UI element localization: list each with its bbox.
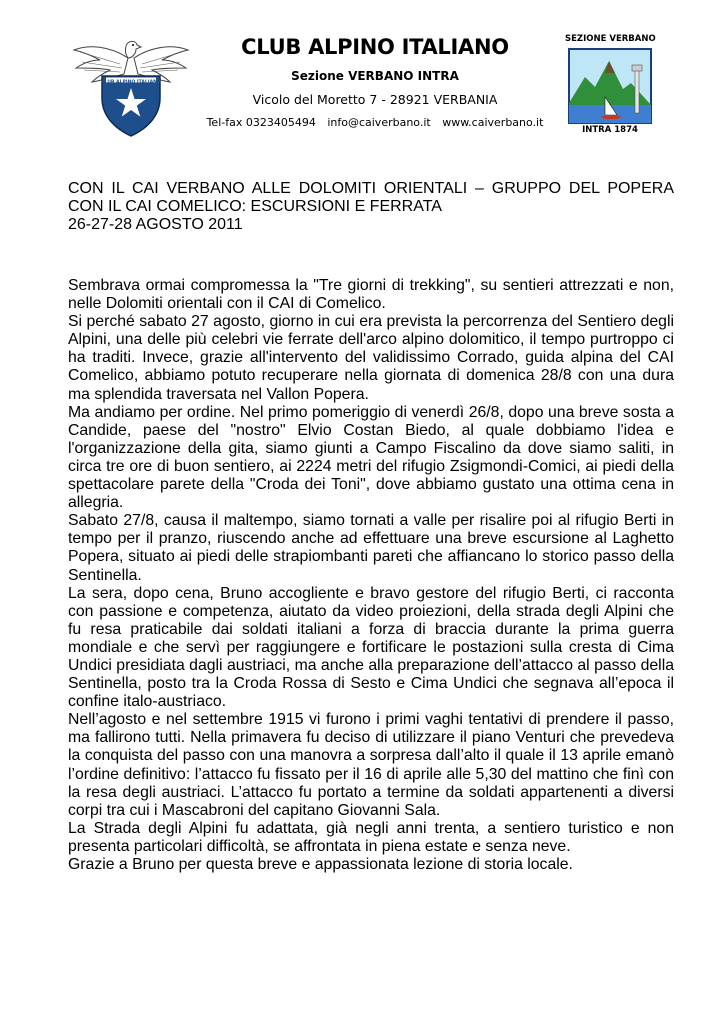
section-name: Sezione VERBANO INTRA xyxy=(291,69,459,83)
paragraph: Si perché sabato 27 agosto, giorno in cui era prevista la percorrenza del Sentiero degli Alpini, una delle più celebri vie ferrate dell'arco alpino dolomitico, il tempo purtroppo ci ha traditi. Invece, grazie all'intervento del validissimo Corrado, guida alpina del CAI Comelico, abbiamo potuto recuperare nella giornata di domenica 28/8 con una dura ma splendida traversata nel Vallon Popera. xyxy=(68,313,674,403)
paragraph: Ma andiamo per ordine. Nel primo pomeriggio di venerdì 26/8, dopo una breve sosta a Candide, paese del "nostro" Elvio Costan Biedo, al quale dobbiamo l'idea e l'organizzazione della gita, siamo giunti a Campo Fiscalino da dove siamo saliti, in circa tre ore di buon sentiero, ai 2224 metri del rifugio Zsigmondi-Comici, ai piedi della spettacolare parete della "Croda dei Toni", dove abbiamo gustato una ottima cena in allegria. xyxy=(68,403,674,512)
paragraph: La sera, dopo cena, Bruno accogliente e bravo gestore del rifugio Berti, ci racconta con passione e competenza, aiutato da video proiezioni, della strada degli Alpini che fu resa praticabile dai soldati italiani a forza di braccia durante la prima guerra mondiale e che servì per raggiungere e fortificare le postazioni sulla cresta di Cima Undici presidiata dagli austriaci, ma anche alla preparazione dell’attacco al passo della Sentinella, posto tra la Croda Rossa di Sesto e Cima Undici che segnava all’epoca il confine italo-austriaco. xyxy=(68,584,674,711)
paragraph: Nell’agosto e nel settembre 1915 vi furono i primi vaghi tentativi di prendere il passo, ma fallirono tutti. Nella primavera fu deciso di utilizzare il piano Venturi che prevedeva la conquista del passo con una manovra a sorpresa dall’alto il quale il 13 aprile emanò l’ordine definitivo: l’attacco fu fissato per il 16 di aprile alle 5,30 del mattino che finì con la resa degli austriaci. L’attacco fu portato a termine da soldati appartenenti a diversi corpi tra cui i Mascabroni del capitano Giovanni Sala. xyxy=(68,711,674,819)
lake-mountain-icon xyxy=(565,47,655,125)
letterhead xyxy=(195,34,555,130)
paragraph: Grazie a Bruno per questa breve e appassionata lezione di storia locale. xyxy=(68,856,573,873)
article-title xyxy=(68,180,674,234)
website: www.caiverbano.it xyxy=(442,116,544,129)
email: info@caiverbano.it xyxy=(327,116,431,129)
cai-eagle-emblem xyxy=(70,36,192,140)
article-body xyxy=(68,277,674,874)
paragraph: Sabato 27/8, causa il maltempo, siamo tornati a valle per risalire poi al rifugio Berti in tempo per il pranzo, riuscendo anche ad effettuare una breve escursione al Laghetto Popera, situato ai piedi delle strapiombanti pareti che affiancano lo storico passo della Sentinella. xyxy=(68,512,674,584)
address: Vicolo del Moretto 7 - 28921 VERBANIA xyxy=(252,92,498,107)
paragraph: Sembrava ormai compromessa la "Tre giorni di trekking", su sentieri attrezzati e non, nelle Dolomiti orientali con il CAI di Comelico. xyxy=(68,277,674,313)
paragraph: La Strada degli Alpini fu adattata, già negli anni trenta, a sentiero turistico e non presenta particolari difficoltà, se affrontata in piena estate e senza neve. xyxy=(68,819,674,855)
logo-top-label: SEZIONE VERBANO xyxy=(565,34,656,44)
sezione-verbano-logo xyxy=(565,34,655,142)
logo-bottom-label: INTRA 1874 xyxy=(582,125,638,135)
emblem-lettering: CLUB ALPINO ITALIANO xyxy=(101,80,161,85)
title-line-2: 26-27-28 AGOSTO 2011 xyxy=(68,216,243,233)
org-name: CLUB ALPINO ITALIANO xyxy=(241,35,509,59)
contact-line xyxy=(195,116,555,130)
title-line-1: CON IL CAI VERBANO ALLE DOLOMITI ORIENTALI – GRUPPO DEL POPERA CON IL CAI COMELICO: ESCURSIONI E FERRATA xyxy=(68,180,674,215)
phone: Tel-fax 0323405494 xyxy=(206,116,316,129)
